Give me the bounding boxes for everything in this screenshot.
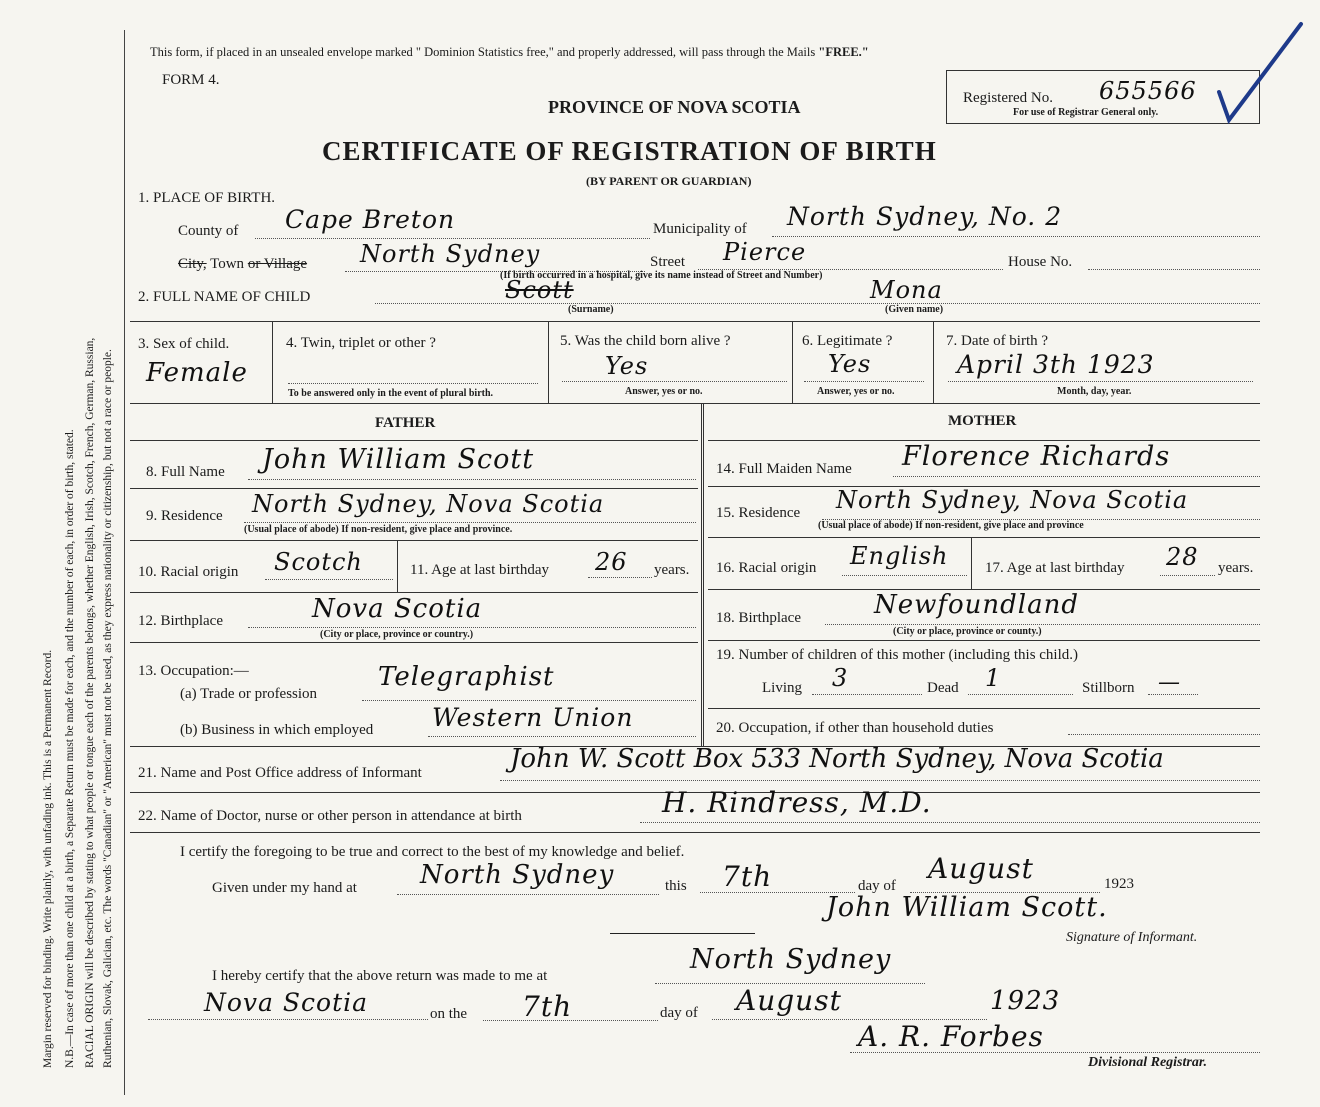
registration-year-value: 1923 [990,986,1061,1016]
sex-value: Female [146,358,248,388]
father-racial-value: Scotch [274,548,363,576]
on-the-label: on the [430,1006,468,1022]
day-of-label: day of [858,878,896,894]
child-surname-value: Scott [505,276,574,304]
margin-note-1: Margin reserved for binding. Write plainly, with unfading ink. This is a Permanent Record. [42,649,54,1068]
county-value: Cape Breton [285,205,456,234]
municipality-label: Municipality of [653,221,747,237]
living-label: Living [762,680,802,696]
father-business-label: (b) Business in which employed [180,722,374,738]
birth-date-note: Month, day, year. [1057,386,1132,397]
birth-date-value: April 3th 1923 [957,350,1155,379]
father-years-label: years. [654,562,690,578]
father-birthplace-label: 12. Birthplace [138,613,223,629]
father-name-label: 8. Full Name [146,464,225,480]
informant-value: John W. Scott Box 533 North Sydney, Nova Scotia [510,744,1164,774]
registrar-caption: Divisional Registrar. [1088,1055,1208,1070]
street-label: Street [650,254,685,270]
mother-children-label: 19. Number of children of this mother (including this child.) [716,647,1079,663]
registered-number: 655566 [1099,77,1197,105]
certify-statement: I certify the foregoing to be true and correct to the best of my knowledge and belief. [180,844,685,860]
house-number-label: House No. [1008,254,1073,270]
registration-place-1: North Sydney [690,944,892,975]
father-age-label: 11. Age at last birthday [410,562,549,578]
this-label: this [665,878,687,894]
registration-place-2: Nova Scotia [204,988,369,1017]
mother-name-value: Florence Richards [902,441,1171,472]
birth-date-label: 7. Date of birth ? [946,333,1049,349]
registration-day-of-label: day of [660,1005,698,1021]
mother-heading: MOTHER [948,413,1017,429]
informant-signature-caption: Signature of Informant. [1066,930,1198,945]
mother-age-value: 28 [1166,543,1199,571]
registrar-signature: A. R. Forbes [858,1020,1044,1053]
registered-label: Registered No. [963,90,1053,106]
margin-note-2: N.B.—In case of more than one child at a birth, a Separate Return must be made for each, and the number of each, in order of birth, stated. [64,429,76,1068]
mother-name-label: 14. Full Maiden Name [716,461,852,477]
legitimate-label: 6. Legitimate ? [802,333,893,349]
mother-occupation-label: 20. Occupation, if other than household duties [716,720,994,736]
hospital-note: (If birth occurred in a hospital, give its name instead of Street and Number) [500,270,823,281]
born-alive-label: 5. Was the child born alive ? [560,333,731,349]
municipality-value: North Sydney, No. 2 [787,202,1063,231]
dead-value: 1 [985,664,1002,692]
province-heading: PROVINCE OF NOVA SCOTIA [548,97,801,117]
informant-label: 21. Name and Post Office address of Informant [138,765,422,781]
mother-racial-label: 16. Racial origin [716,560,817,576]
mother-age-label: 17. Age at last birthday [985,560,1125,576]
father-occupation-label: 13. Occupation:— [138,663,249,679]
given-month-value: August [928,852,1034,885]
hereby-statement: I hereby certify that the above return was made to me at [212,968,548,984]
mother-racial-value: English [850,542,949,570]
street-value: Pierce [723,238,807,266]
mother-residence-note: (Usual place of abode) If non-resident, give place and province [818,520,1084,531]
mail-notice: This form, if placed in an unsealed envelope marked " Dominion Statistics free," and properly addressed, will pass through the Mails "FREE." [150,45,869,59]
registration-month-value: August [736,984,842,1017]
legitimate-note: Answer, yes or no. [817,386,895,397]
stillborn-value: — [1158,670,1181,695]
father-racial-label: 10. Racial origin [138,564,239,580]
registered-note: For use of Registrar General only. [1013,107,1159,118]
father-trade-label: (a) Trade or profession [180,686,318,702]
registered-box [946,70,1260,124]
check-mark-icon [1215,20,1305,125]
living-value: 3 [832,664,849,692]
margin-rule [124,30,125,1095]
form-number: FORM 4. [162,72,220,88]
given-under-label: Given under my hand at [212,880,357,896]
sex-label: 3. Sex of child. [138,336,230,352]
mother-years-label: years. [1218,560,1254,576]
father-business-value: Western Union [432,703,634,732]
father-birthplace-note: (City or place, province or country.) [320,629,474,640]
certificate-title: CERTIFICATE OF REGISTRATION OF BIRTH [322,136,937,166]
born-alive-note: Answer, yes or no. [625,386,703,397]
certificate-subtitle: (BY PARENT OR GUARDIAN) [586,174,752,188]
father-name-value: John William Scott [262,444,535,475]
town-value: North Sydney [360,240,541,268]
father-residence-label: 9. Residence [146,508,223,524]
father-residence-value: North Sydney, Nova Scotia [252,490,605,518]
mother-residence-value: North Sydney, Nova Scotia [836,486,1189,514]
county-label: County of [178,223,239,239]
father-age-value: 26 [595,548,628,576]
given-year-value: 1923 [1104,876,1134,892]
mother-residence-label: 15. Residence [716,505,801,521]
stillborn-label: Stillborn [1082,680,1135,696]
attendant-value: H. Rindress, M.D. [662,786,932,819]
dead-label: Dead [927,680,959,696]
mother-birthplace-label: 18. Birthplace [716,610,801,626]
given-day-value: 7th [722,860,773,893]
child-name-label: 2. FULL NAME OF CHILD [138,289,311,305]
town-label: City, Town or Village [178,256,308,272]
surname-caption: (Surname) [568,304,614,315]
margin-note-4: Ruthenian, Slovak, Galician, etc. The words "Canadian" or "American" must not be used, as they express nationality or citizenship, but not a race or people. [102,349,114,1068]
father-birthplace-value: Nova Scotia [312,594,483,624]
binding-margin [0,0,130,1107]
legitimate-value: Yes [828,350,872,378]
mother-birthplace-note: (City or place, province or county.) [893,626,1042,637]
father-trade-value: Telegraphist [378,662,555,692]
child-given-value: Mona [870,276,943,304]
born-alive-value: Yes [605,352,649,380]
informant-signature: John William Scott. [826,892,1108,923]
margin-note-3: RACIAL ORIGIN will be described by stating to what people or tongue each of the parents belongs, whether English, Irish, Scotch, French, German, Russian, [84,337,96,1068]
attendant-label: 22. Name of Doctor, nurse or other person in attendance at birth [138,808,522,824]
twin-note: To be answered only in the event of plural birth. [288,388,494,399]
mother-birthplace-value: Newfoundland [874,590,1080,620]
father-heading: FATHER [375,415,436,431]
place-of-birth-heading: 1. PLACE OF BIRTH. [138,190,276,206]
given-caption: (Given name) [885,304,944,315]
given-place-value: North Sydney [420,860,615,890]
twin-label: 4. Twin, triplet or other ? [286,335,436,351]
registration-day-value: 7th [522,990,573,1023]
father-residence-note: (Usual place of abode) If non-resident, give place and province. [244,524,513,535]
